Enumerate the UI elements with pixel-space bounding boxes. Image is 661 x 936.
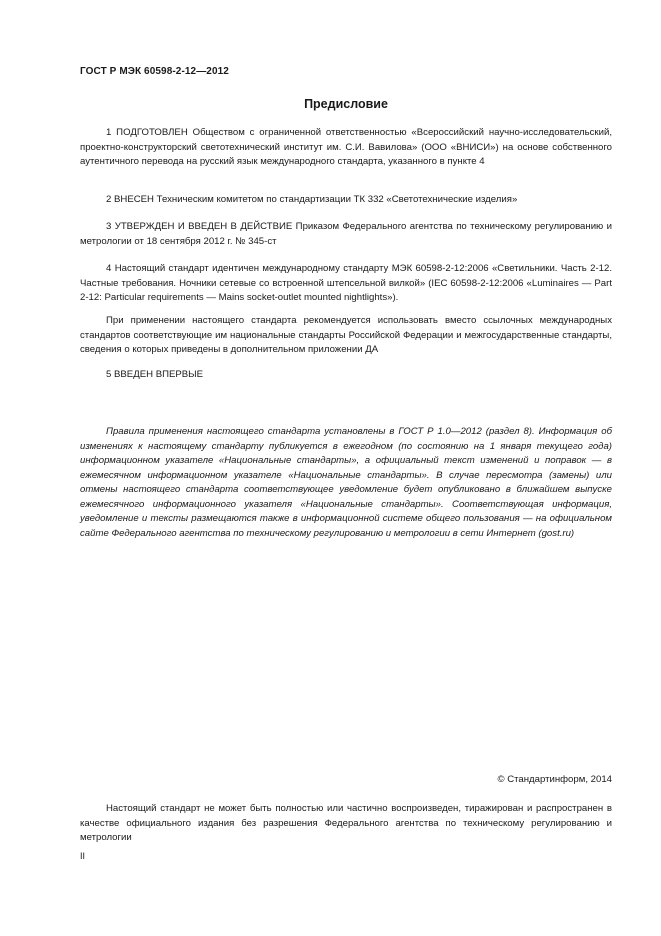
paragraph-approved: 3 УТВЕРЖДЕН И ВВЕДЕН В ДЕЙСТВИЕ Приказом Федерального агентства по техническому регулированию и метрологии от 18 сентября 2012 г. № 345-ст: [80, 221, 612, 247]
copyright-line: © Стандартинформ, 2014: [497, 774, 612, 785]
page-header: ГОСТ Р МЭК 60598-2-12—2012: [80, 66, 229, 77]
reproduction-notice: Настоящий стандарт не может быть полностью или частично воспроизведен, тиражирован и распространен в качестве официального издания без разрешения Федерального агентства по техническому регулированию и метрологии: [80, 803, 612, 843]
paragraph-first-introduced: 5 ВВЕДЕН ВПЕРВЫЕ: [106, 369, 204, 380]
paragraph-introduced-by: 2 ВНЕСЕН Техническим комитетом по стандартизации ТК 332 «Светотехнические изделия»: [106, 194, 518, 205]
application-rules-notice: Правила применения настоящего стандарта установлены в ГОСТ Р 1.0—2012 (раздел 8). Информация об изменениях к настоящему стандарту публикуется в ежегодном (по состоянию на 1 января текущего года) информационном указателе «Национальные стандарты», а официальный текст изменений и поправок — в ежемесячном информационном указателе «Национальные стандарты». В случае пересмотра (замены) или отмены настоящего стандарта соответствующее уведомление будет опубликовано в ближайшем выпуске ежемесячного информационного указателя «Национальные стандарты». Соответствующая информация, уведомление и тексты размещаются также в информационной системе общего пользования — на официальном сайте Федерального агентства по техническому регулированию и метрологии в сети Интернет (gost.ru): [80, 426, 612, 539]
paragraph-references-note: При применении настоящего стандарта рекомендуется использовать вместо ссылочных международных стандартов соответствующие им национальные стандарты Российской Федерации и межгосударственные стандарты, сведения о которых приведены в дополнительном приложении ДА: [80, 315, 612, 355]
page-number: II: [80, 851, 86, 861]
page-title: Предисловие: [304, 97, 388, 111]
paragraph-prepared-by: 1 ПОДГОТОВЛЕН Обществом с ограниченной ответственностью «Всероссийский научно-исследовательский, проектно-конструкторский светотехнический институт им. С.И. Вавилова» (ООО «ВНИСИ») на основе собственного аутентичного перевода на русский язык международного стандарта, указанного в пункте 4: [80, 127, 612, 167]
paragraph-identical-standard: 4 Настоящий стандарт идентичен международному стандарту МЭК 60598-2-12:2006 «Светильники. Часть 2-12. Частные требования. Ночники сетевые со встроенной штепсельной вилкой» (IEC 60598-2-12:2006 «Luminaires — Part 2-12: Particular requirements — Mains socket-outlet mounted nightlights»).: [80, 263, 612, 303]
